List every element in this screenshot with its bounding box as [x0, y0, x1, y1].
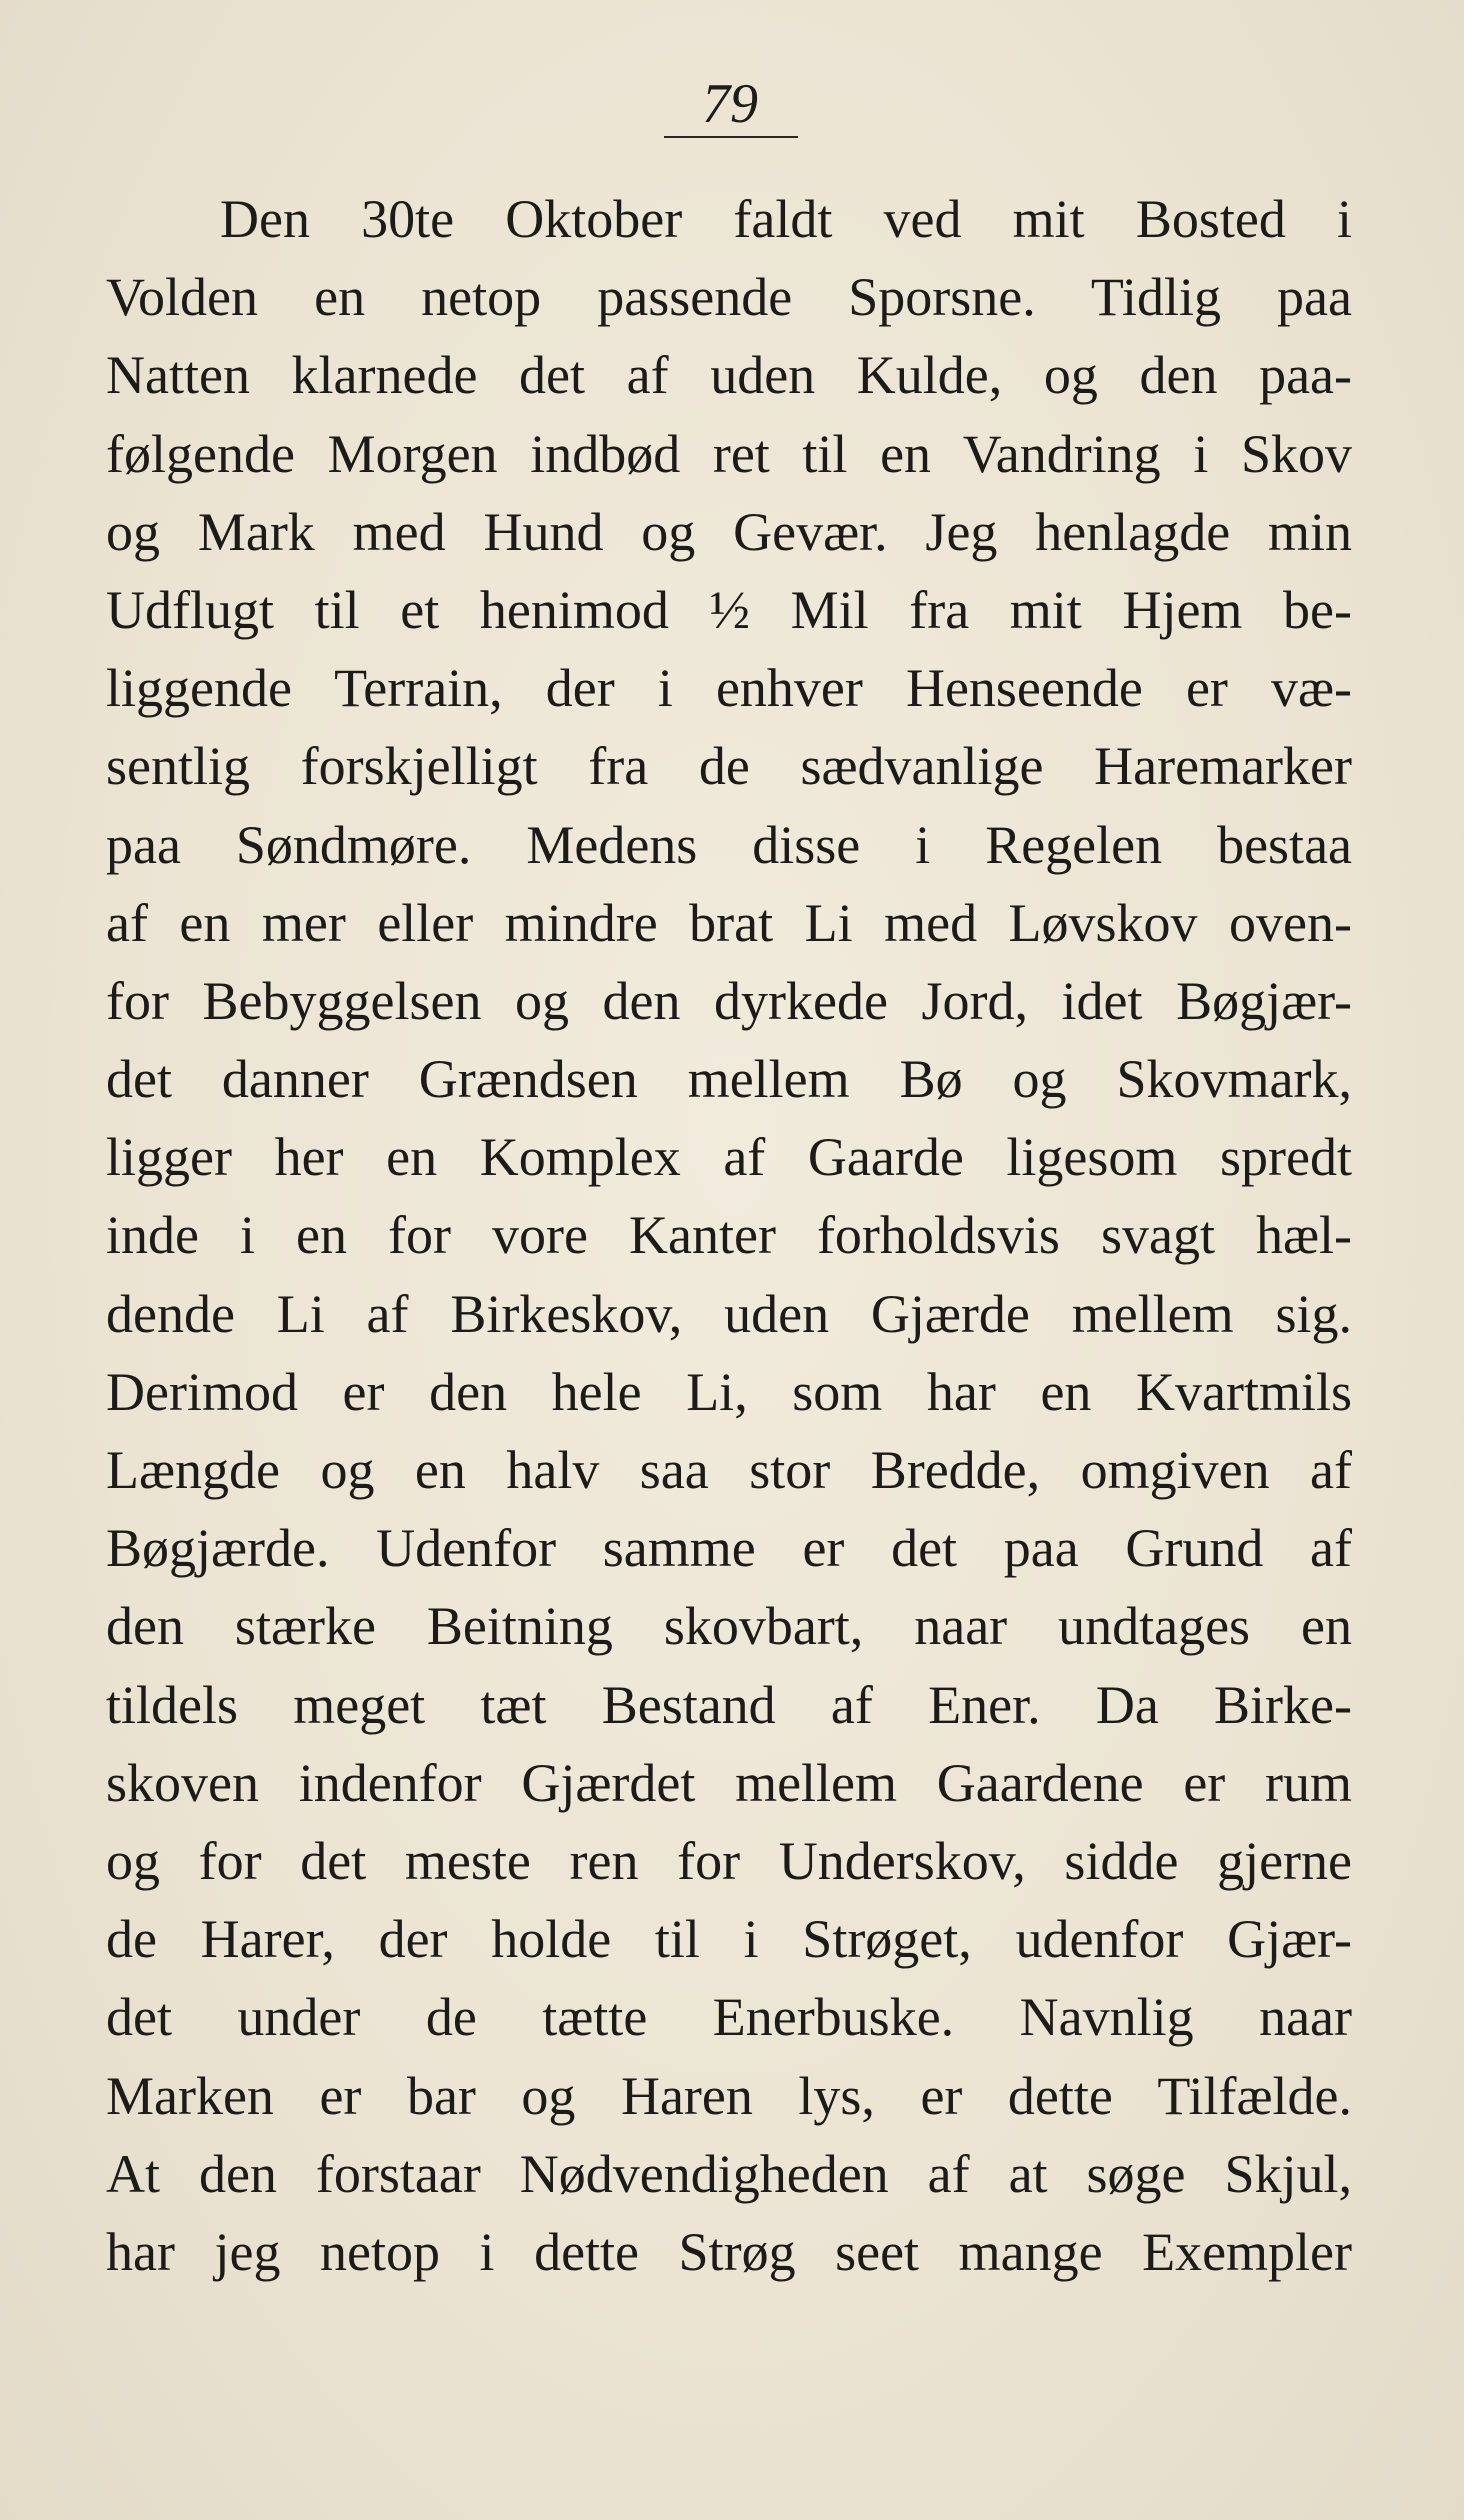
text-line: dende Li af Birkeskov, uden Gjærde mellem sig. — [106, 1283, 1352, 1344]
text-line: har jeg netop i dette Strøg seet mange Exempler — [106, 2221, 1352, 2282]
text-line: Udflugt til et henimod ½ Mil fra mit Hjem be- — [106, 579, 1352, 640]
text-line: ligger her en Komplex af Gaarde ligesom spredt — [106, 1127, 1352, 1188]
text-line: for Bebyggelsen og den dyrkede Jord, idet Bøgjær- — [106, 970, 1352, 1031]
page-number: 79 — [702, 73, 758, 135]
text-line: Marken er bar og Haren lys, er dette Tilfælde. — [106, 2065, 1352, 2126]
text-line: inde i en for vore Kanter forholdsvis svagt hæl- — [106, 1205, 1352, 1266]
text-line: tildels meget tæt Bestand af Ener. Da Birke- — [106, 1674, 1352, 1735]
page-number-rule — [664, 136, 798, 138]
text-line: Natten klarnede det af uden Kulde, og den paa- — [106, 345, 1352, 406]
text-line: paa Søndmøre. Medens disse i Regelen bestaa — [106, 814, 1352, 875]
text-line: og for det meste ren for Underskov, sidde gjerne — [106, 1830, 1352, 1891]
text-line: sentlig forskjelligt fra de sædvanlige Haremarker — [106, 736, 1352, 797]
text-line: følgende Morgen indbød ret til en Vandring i Skov — [106, 423, 1352, 484]
text-line: den stærke Beitning skovbart, naar undtages en — [106, 1596, 1352, 1657]
text-line: Den 30te Oktober faldt ved mit Bosted i — [220, 189, 1352, 249]
text-line: liggende Terrain, der i enhver Henseende er væ- — [106, 658, 1352, 719]
text-line: At den forstaar Nødvendigheden af at søge Skjul, — [106, 2143, 1352, 2204]
text-line: og Mark med Hund og Gevær. Jeg henlagde min — [106, 501, 1352, 562]
text-line: Længde og en halv saa stor Bredde, omgiven af — [106, 1440, 1352, 1500]
body-text — [106, 180, 1352, 2291]
text-line: Volden en netop passende Sporsne. Tidlig paa — [106, 267, 1352, 328]
text-line: af en mer eller mindre brat Li med Løvskov oven- — [106, 892, 1352, 953]
text-line: Bøgjærde. Udenfor samme er det paa Grund af — [106, 1518, 1352, 1579]
text-line: det under de tætte Enerbuske. Navnlig naar — [106, 1987, 1352, 2048]
text-line: de Harer, der holde til i Strøget, udenfor Gjær- — [106, 1909, 1352, 1970]
text-line: Derimod er den hele Li, som har en Kvartmils — [106, 1361, 1352, 1422]
text-line: det danner Grændsen mellem Bø og Skovmark, — [106, 1049, 1352, 1110]
text-line: skoven indenfor Gjærdet mellem Gaardene er rum — [106, 1752, 1352, 1813]
